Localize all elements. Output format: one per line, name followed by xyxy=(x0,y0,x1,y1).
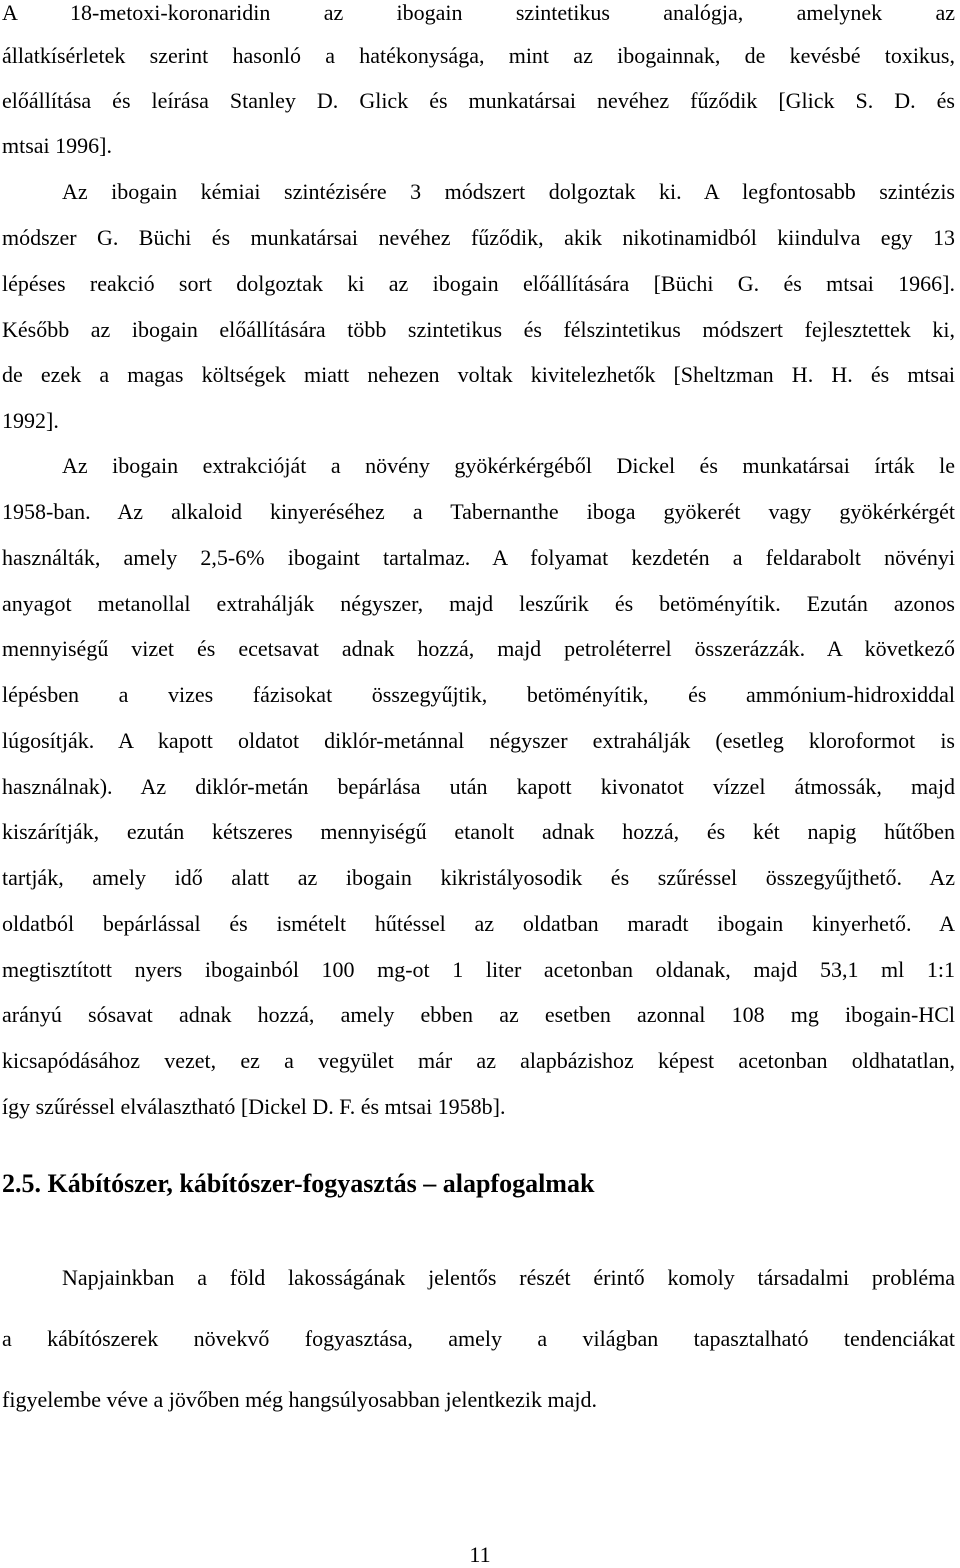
paragraph-3-line-15: így szűréssel elválasztható [Dickel D. F. és mtsai 1958b]. xyxy=(2,1094,506,1119)
paragraph-3-line-1: Az ibogain extrakcióját a növény gyökérkérgéből Dickel és munkatársai írták le xyxy=(62,453,955,478)
closing-paragraph-line-2: a kábítószerek növekvő fogyasztása, amely a világban tapasztalható tendenciákat xyxy=(2,1326,955,1351)
paragraph-1-line-2: állatkísérletek szerint hasonló a hatékonysága, mint az ibogainnak, de kevésbé toxikus, xyxy=(2,43,955,68)
page-number: 11 xyxy=(469,1542,491,1567)
paragraph-1-line-1: A 18-metoxi-koronaridin az ibogain szintetikus analógja, amelynek az xyxy=(2,0,955,25)
paragraph-3-line-4: anyagot metanollal extrahálják négyszer, majd leszűrik és betöményítik. Ezután azonos xyxy=(2,591,955,616)
paragraph-3-line-5: mennyiségű vizet és ecetsavat adnak hozzá, majd petroléterrel összerázzák. A következő xyxy=(2,636,955,661)
paragraph-3-line-12: megtisztított nyers ibogainból 100 mg-ot 1 liter acetonban oldanak, majd 53,1 ml 1:1 xyxy=(2,957,955,982)
section-heading: 2.5. Kábítószer, kábítószer-fogyasztás – alapfogalmak xyxy=(2,1169,595,1198)
paragraph-3-line-9: kiszárítják, ezután kétszeres mennyiségű etanolt adnak hozzá, és két napig hűtőben xyxy=(2,819,955,844)
paragraph-3-line-6: lépésben a vizes fázisokat összegyűjtik, betöményítik, és ammónium-hidroxiddal xyxy=(2,682,955,707)
paragraph-1-line-3: előállítása és leírása Stanley D. Glick és munkatársai nevéhez fűződik [Glick S. D. és xyxy=(2,88,955,113)
paragraph-2-line-3: lépéses reakció sort dolgoztak ki az ibogain előállítására [Büchi G. és mtsai 1966]. xyxy=(2,271,955,296)
paragraph-3-line-13: arányú sósavat adnak hozzá, amely ebben az esetben azonnal 108 mg ibogain-HCl xyxy=(2,1002,955,1027)
paragraph-3-line-3: használták, amely 2,5-6% ibogaint tartalmaz. A folyamat kezdetén a feldarabolt növényi xyxy=(2,545,955,570)
paragraph-2-line-2: módszer G. Büchi és munkatársai nevéhez fűződik, akik nikotinamidból kiindulva egy 13 xyxy=(2,225,955,250)
paragraph-3-line-2: 1958-ban. Az alkaloid kinyeréséhez a Tabernanthe iboga gyökerét vagy gyökérkérgét xyxy=(2,499,955,524)
paragraph-3-line-14: kicsapódásához vezet, ez a vegyület már az alapbázishoz képest acetonban oldhatatlan, xyxy=(2,1048,955,1073)
paragraph-3-line-11: oldatból bepárlással és ismételt hűtéssel az oldatban maradt ibogain kinyerhető. A xyxy=(2,911,955,936)
closing-paragraph-line-3: figyelembe véve a jövőben még hangsúlyosabban jelentkezik majd. xyxy=(2,1387,598,1412)
closing-paragraph-line-1: Napjainkban a föld lakosságának jelentős részét érintő komoly társadalmi probléma xyxy=(62,1265,955,1290)
paragraph-3-line-8: használnak). Az diklór-metán bepárlása után kapott kivonatot vízzel átmossák, majd xyxy=(2,774,955,799)
paragraph-2-line-5: de ezek a magas költségek miatt nehezen voltak kivitelezhetők [Sheltzman H. H. és mtsai xyxy=(2,362,955,387)
paragraph-2-line-6: 1992]. xyxy=(2,408,59,433)
paragraph-2-line-1: Az ibogain kémiai szintézisére 3 módszert dolgoztak ki. A legfontosabb szintézis xyxy=(62,179,955,204)
paragraph-2-line-4: Később az ibogain előállítására több szintetikus és félszintetikus módszert fejlesztettek ki, xyxy=(2,317,955,342)
paragraph-3-line-7: lúgosítják. A kapott oldatot diklór-metánnal négyszer extrahálják (esetleg kloroformot is xyxy=(2,728,955,753)
paragraph-1-line-4: mtsai 1996]. xyxy=(2,133,112,158)
paragraph-3-line-10: tartják, amely idő alatt az ibogain kikristályosodik és szűréssel összegyűjthető. Az xyxy=(2,865,955,890)
